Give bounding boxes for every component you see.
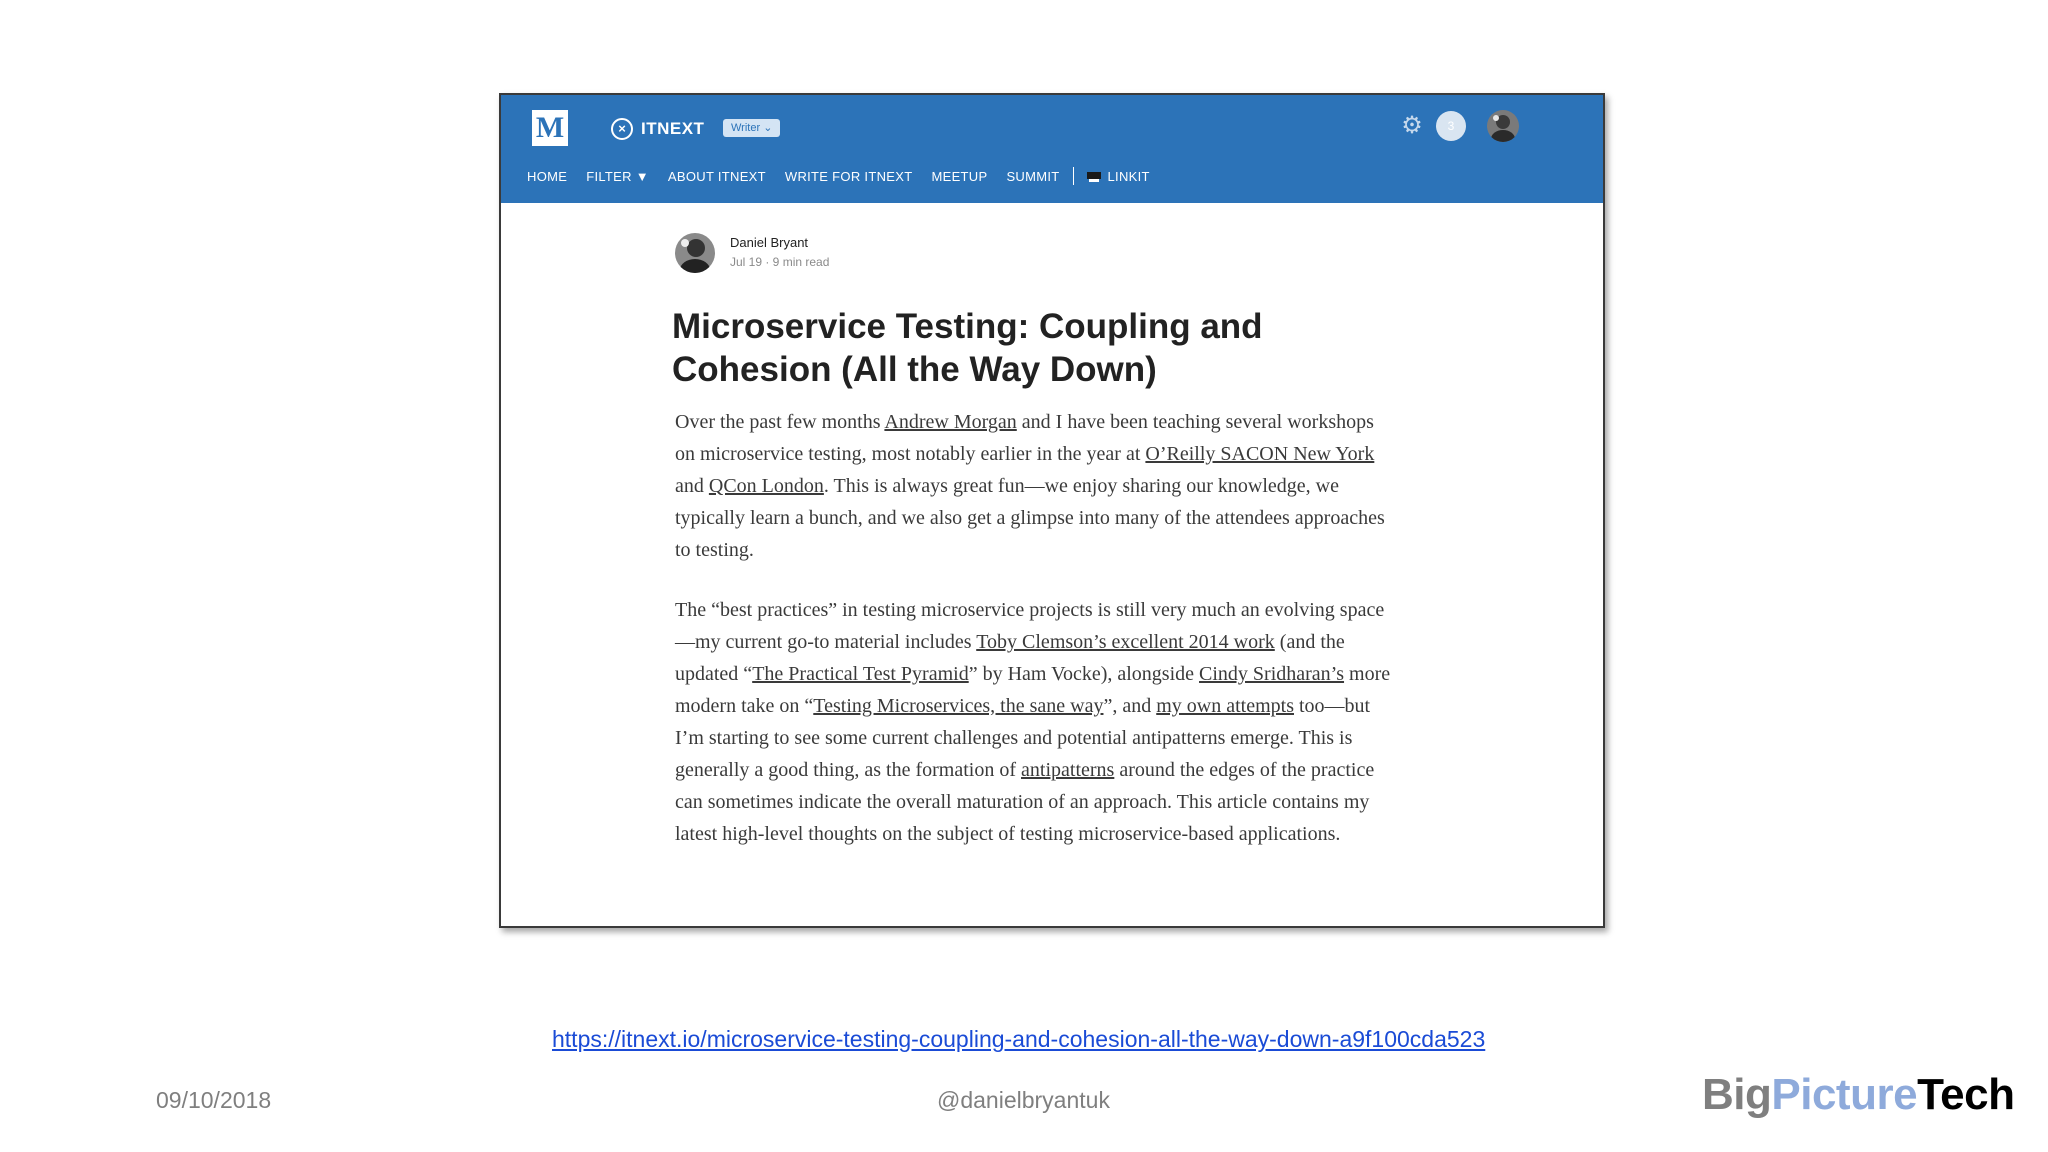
author-avatar[interactable] <box>675 233 715 273</box>
notifications-badge[interactable]: 3 <box>1436 111 1466 141</box>
brand-part-3: Tech <box>1917 1070 2015 1119</box>
nav-linkit[interactable] <box>1086 169 1150 184</box>
slide-date: 09/10/2018 <box>156 1087 272 1113</box>
link-antipatterns[interactable]: antipatterns <box>1021 759 1115 781</box>
brand-part-1: Big <box>1702 1070 1772 1119</box>
article-body <box>675 406 1395 878</box>
nav-meetup[interactable]: MEETUP <box>931 168 988 184</box>
author-photo-icon <box>675 233 715 273</box>
link-toby-clemson[interactable]: Toby Clemson’s excellent 2014 work <box>976 631 1275 653</box>
text: . This is always great fun—we enjoy sharing our knowledge, we typically learn a bunch, and we also get a glimpse into many of the attendees approaches to testing. <box>675 475 1385 561</box>
nav-about[interactable]: ABOUT ITNEXT <box>667 168 766 184</box>
settings-icon[interactable]: ⚙ <box>1401 112 1423 139</box>
text: ”, and <box>1103 695 1157 717</box>
text: too—but I’m starting to see some current challenges and potential antipatterns emerge. This is generally a good thing, as the formation of <box>675 695 1371 781</box>
link-testing-microservices[interactable]: Testing Microservices, the sane way <box>813 695 1104 717</box>
text: The “best practices” in testing microservice projects is still very much an evolving space—my current go-to material includes <box>675 599 1385 653</box>
twitter-handle: @danielbryantuk <box>937 1087 1110 1113</box>
nav-filter[interactable]: FILTER ▼ <box>586 168 649 184</box>
text: (and the updated “ <box>675 631 1345 685</box>
linkit-icon <box>1086 171 1102 183</box>
link-own-attempts[interactable]: my own attempts <box>1156 695 1294 717</box>
article-screenshot <box>499 93 1605 928</box>
link-andrew-morgan[interactable]: Andrew Morgan <box>884 411 1017 433</box>
nav-linkit-label: LINKIT <box>1107 168 1150 184</box>
article-meta: Jul 19 · 9 min read <box>730 255 830 269</box>
text: and <box>675 475 709 497</box>
brand-part-2: Picture <box>1771 1070 1918 1119</box>
text: more modern take on “ <box>675 663 1391 717</box>
publication-name: ITNEXT <box>641 119 705 138</box>
link-test-pyramid[interactable]: The Practical Test Pyramid <box>752 663 969 685</box>
nav-write[interactable]: WRITE FOR ITNEXT <box>784 168 913 184</box>
avatar-image-icon <box>1487 110 1519 142</box>
paragraph-1 <box>675 406 1395 566</box>
article-title: Microservice Testing: Coupling and Cohesion (All the Way Down) <box>672 307 1263 389</box>
brand-logo <box>1702 1070 2015 1120</box>
publication-nav <box>527 167 1169 185</box>
nav-home[interactable]: HOME <box>527 168 568 184</box>
user-avatar[interactable] <box>1487 110 1519 142</box>
writer-dropdown[interactable]: Writer ⌄ <box>723 119 780 137</box>
site-header <box>501 95 1603 203</box>
text: ” by Ham Vocke), alongside <box>968 663 1200 685</box>
author-name[interactable]: Daniel Bryant <box>730 235 809 250</box>
link-sacon[interactable]: O’Reilly SACON New York <box>1145 443 1375 465</box>
text: and I have been teaching several workshops on microservice testing, most notably earlier in the year at <box>675 411 1374 465</box>
nav-summit[interactable]: SUMMIT <box>1006 168 1060 184</box>
nav-divider <box>1073 167 1074 185</box>
link-qcon[interactable]: QCon London <box>708 475 824 497</box>
text: Over the past few months <box>675 411 885 433</box>
article-url-link[interactable]: https://itnext.io/microservice-testing-coupling-and-cohesion-all-the-way-down-a9f100cda523 <box>552 1026 1486 1052</box>
text: around the edges of the practice can sometimes indicate the overall maturation of an approach. This article contains my latest high-level thoughts on the subject of testing microservice-based applications. <box>675 759 1375 845</box>
link-cindy-sridharan[interactable]: Cindy Sridharan’s <box>1199 663 1345 685</box>
publication-logo[interactable] <box>611 116 704 142</box>
itnext-icon: × <box>611 118 633 140</box>
writer-label: Writer <box>731 122 761 134</box>
paragraph-2 <box>675 594 1395 850</box>
medium-logo[interactable]: M <box>532 110 568 146</box>
